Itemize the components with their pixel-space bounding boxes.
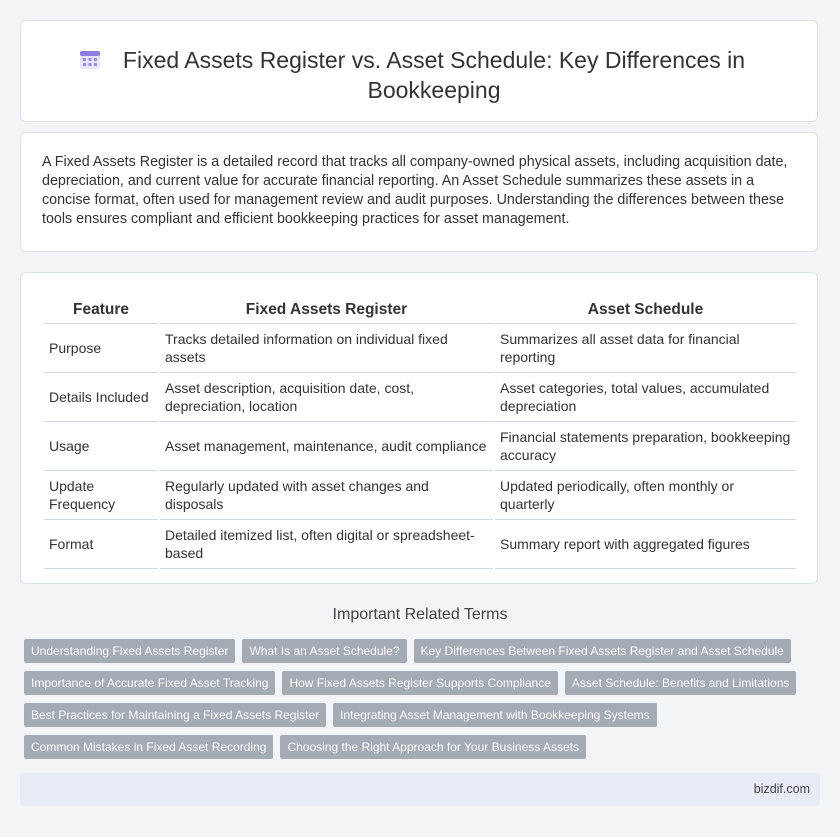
comparison-table	[42, 293, 798, 569]
table-row	[44, 422, 796, 471]
related-term-tag[interactable]: Choosing the Right Approach for Your Business Assets	[280, 735, 586, 759]
related-term-tag[interactable]: Best Practices for Maintaining a Fixed Assets Register	[24, 703, 326, 727]
related-term-tag[interactable]: What Is an Asset Schedule?	[242, 639, 406, 663]
feature-cell: Purpose	[44, 324, 158, 373]
tag-row	[24, 735, 824, 759]
related-term-tag[interactable]: How Fixed Assets Register Supports Compliance	[282, 671, 557, 695]
register-cell: Regularly updated with asset changes and disposals	[160, 471, 493, 520]
schedule-cell: Financial statements preparation, bookkeeping accuracy	[495, 422, 796, 471]
header-feature: Feature	[44, 293, 158, 324]
related-term-tag[interactable]: Asset Schedule: Benefits and Limitations	[565, 671, 796, 695]
related-term-tag[interactable]: Importance of Accurate Fixed Asset Tracking	[24, 671, 275, 695]
tag-row	[24, 703, 824, 727]
feature-cell: Update Frequency	[44, 471, 158, 520]
register-cell: Asset management, maintenance, audit compliance	[160, 422, 493, 471]
table-row	[44, 471, 796, 520]
header-asset-schedule: Asset Schedule	[495, 293, 796, 324]
schedule-cell: Summarizes all asset data for financial reporting	[495, 324, 796, 373]
related-term-tag[interactable]: Key Differences Between Fixed Assets Register and Asset Schedule	[414, 639, 791, 663]
related-term-tag[interactable]: Understanding Fixed Assets Register	[24, 639, 235, 663]
page-title: Fixed Assets Register vs. Asset Schedule: Key Differences in Bookkeeping	[122, 47, 746, 103]
register-cell: Tracks detailed information on individual fixed assets	[160, 324, 493, 373]
intro-card	[20, 132, 818, 252]
table-row	[44, 373, 796, 422]
schedule-cell: Asset categories, total values, accumulated depreciation	[495, 373, 796, 422]
comparison-card	[20, 272, 818, 584]
feature-cell: Usage	[44, 422, 158, 471]
related-terms-tags	[24, 639, 824, 767]
schedule-cell: Summary report with aggregated figures	[495, 520, 796, 569]
related-term-tag[interactable]: Integrating Asset Management with Bookkeeping Systems	[333, 703, 657, 727]
table-row	[44, 324, 796, 373]
related-terms-title: Important Related Terms	[332, 606, 508, 623]
feature-cell: Format	[44, 520, 158, 569]
footer	[20, 773, 820, 806]
schedule-cell: Updated periodically, often monthly or quarterly	[495, 471, 796, 520]
table-row	[44, 520, 796, 569]
table-header-row	[44, 293, 796, 324]
header-fixed-assets-register: Fixed Assets Register	[160, 293, 493, 324]
tag-row	[24, 671, 824, 695]
feature-cell: Details Included	[44, 373, 158, 422]
header-card	[20, 20, 818, 122]
footer-site-link[interactable]: bizdif.com	[753, 782, 810, 796]
register-cell: Detailed itemized list, often digital or spreadsheet-based	[160, 520, 493, 569]
intro-text: A Fixed Assets Register is a detailed record that tracks all company-owned physical assets, including acquisition date, depreciation, and current value for accurate financial reporting. An Asset Schedule summarizes these assets in a concise format, often used for management review and audit purposes. Understanding the differences between these tools ensures compliant and efficient bookkeeping practices for asset management.	[42, 154, 788, 227]
register-cell: Asset description, acquisition date, cost, depreciation, location	[160, 373, 493, 422]
related-term-tag[interactable]: Common Mistakes in Fixed Asset Recording	[24, 735, 273, 759]
tag-row	[24, 639, 824, 663]
